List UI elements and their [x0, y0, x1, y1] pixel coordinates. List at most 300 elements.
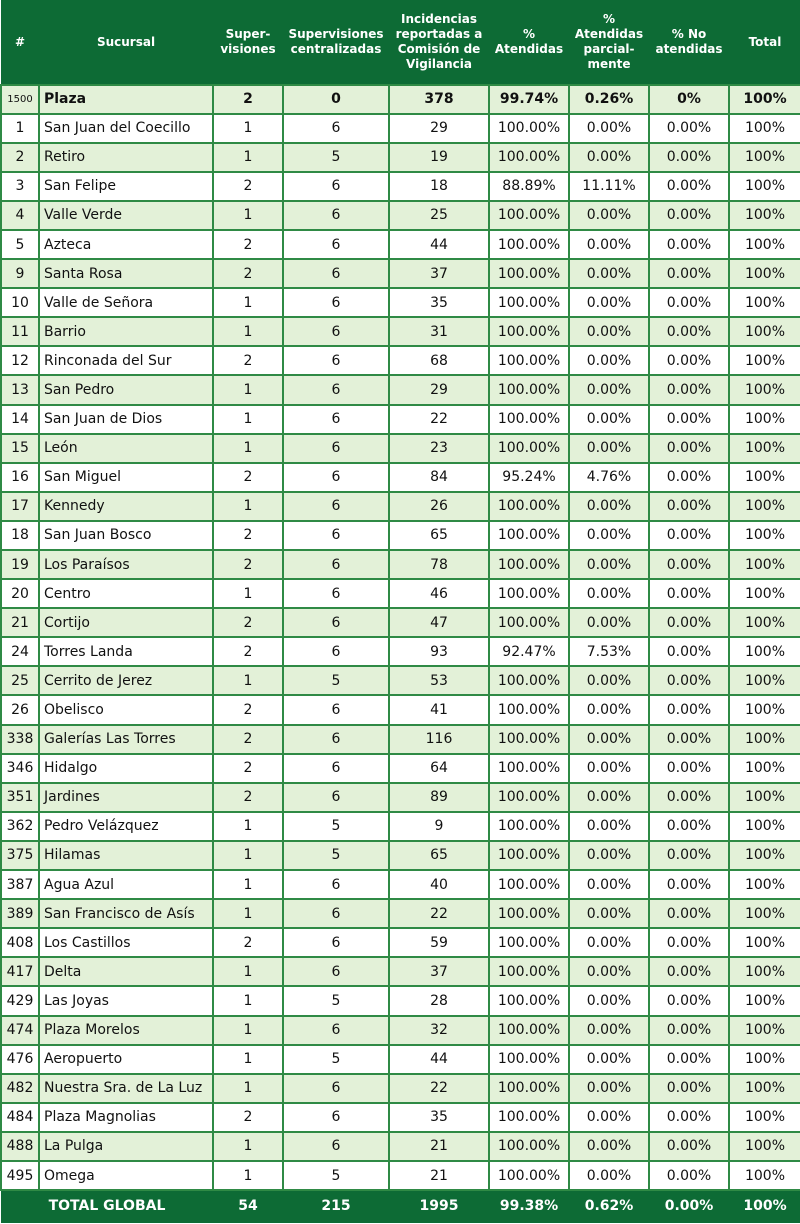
- cell-no-atendidas: 0.00%: [649, 1074, 729, 1103]
- table-row: [1, 288, 800, 317]
- table-row: [1, 521, 800, 550]
- cell-number: 15: [1, 434, 39, 463]
- cell-total: 100%: [729, 1074, 800, 1103]
- cell-supervisiones: 1: [213, 317, 283, 346]
- cell-sucursal: Obelisco: [39, 695, 213, 724]
- cell-supervisiones: 1: [213, 201, 283, 230]
- plaza-atendidas: 99.74%: [489, 85, 569, 114]
- cell-total: 100%: [729, 608, 800, 637]
- cell-no-atendidas: 0.00%: [649, 1045, 729, 1074]
- cell-supervisiones: 2: [213, 550, 283, 579]
- cell-sucursal: Azteca: [39, 230, 213, 259]
- cell-incidencias: 23: [389, 434, 489, 463]
- cell-parcial: 0.00%: [569, 928, 649, 957]
- cell-sucursal: Retiro: [39, 143, 213, 172]
- table-row: [1, 841, 800, 870]
- cell-sucursal: Santa Rosa: [39, 259, 213, 288]
- cell-number: 387: [1, 870, 39, 899]
- cell-sucursal: San Francisco de Asís: [39, 899, 213, 928]
- cell-supervisiones: 2: [213, 783, 283, 812]
- cell-supervisiones: 2: [213, 608, 283, 637]
- table-row: [1, 1103, 800, 1132]
- cell-no-atendidas: 0.00%: [649, 1103, 729, 1132]
- cell-atendidas: 100.00%: [489, 1016, 569, 1045]
- cell-total: 100%: [729, 1132, 800, 1161]
- cell-total: 100%: [729, 114, 800, 143]
- cell-centralizadas: 6: [283, 957, 389, 986]
- cell-no-atendidas: 0.00%: [649, 230, 729, 259]
- cell-atendidas: 100.00%: [489, 783, 569, 812]
- cell-incidencias: 64: [389, 754, 489, 783]
- cell-atendidas: 100.00%: [489, 317, 569, 346]
- cell-incidencias: 35: [389, 288, 489, 317]
- cell-no-atendidas: 0.00%: [649, 695, 729, 724]
- cell-supervisiones: 1: [213, 375, 283, 404]
- cell-total: 100%: [729, 986, 800, 1015]
- table-row: [1, 259, 800, 288]
- cell-total: 100%: [729, 434, 800, 463]
- cell-atendidas: 100.00%: [489, 434, 569, 463]
- cell-total: 100%: [729, 1016, 800, 1045]
- cell-total: 100%: [729, 725, 800, 754]
- cell-centralizadas: 6: [283, 375, 389, 404]
- cell-centralizadas: 5: [283, 143, 389, 172]
- cell-total: 100%: [729, 579, 800, 608]
- header-row: [1, 1, 800, 85]
- cell-centralizadas: 6: [283, 725, 389, 754]
- cell-total: 100%: [729, 899, 800, 928]
- cell-atendidas: 100.00%: [489, 288, 569, 317]
- cell-centralizadas: 6: [283, 230, 389, 259]
- cell-supervisiones: 2: [213, 259, 283, 288]
- table-row: [1, 172, 800, 201]
- cell-incidencias: 21: [389, 1132, 489, 1161]
- cell-supervisiones: 1: [213, 957, 283, 986]
- cell-incidencias: 65: [389, 841, 489, 870]
- table-row: [1, 957, 800, 986]
- cell-sucursal: Delta: [39, 957, 213, 986]
- cell-incidencias: 93: [389, 637, 489, 666]
- cell-atendidas: 100.00%: [489, 870, 569, 899]
- cell-incidencias: 29: [389, 375, 489, 404]
- cell-incidencias: 22: [389, 405, 489, 434]
- cell-supervisiones: 1: [213, 899, 283, 928]
- plaza-parcial: 0.26%: [569, 85, 649, 114]
- cell-number: 14: [1, 405, 39, 434]
- cell-sucursal: San Juan de Dios: [39, 405, 213, 434]
- cell-parcial: 0.00%: [569, 346, 649, 375]
- cell-total: 100%: [729, 666, 800, 695]
- cell-supervisiones: 1: [213, 870, 283, 899]
- cell-supervisiones: 2: [213, 1103, 283, 1132]
- header-sucursal: Sucursal: [39, 1, 213, 85]
- cell-total: 100%: [729, 521, 800, 550]
- cell-atendidas: 100.00%: [489, 812, 569, 841]
- cell-number: 488: [1, 1132, 39, 1161]
- cell-total: 100%: [729, 143, 800, 172]
- cell-no-atendidas: 0.00%: [649, 1161, 729, 1190]
- cell-supervisiones: 2: [213, 172, 283, 201]
- cell-atendidas: 100.00%: [489, 259, 569, 288]
- cell-number: 338: [1, 725, 39, 754]
- cell-number: 25: [1, 666, 39, 695]
- total-total: 100%: [729, 1190, 800, 1222]
- cell-atendidas: 100.00%: [489, 1074, 569, 1103]
- cell-incidencias: 44: [389, 1045, 489, 1074]
- cell-atendidas: 100.00%: [489, 957, 569, 986]
- cell-centralizadas: 5: [283, 986, 389, 1015]
- table-row: [1, 812, 800, 841]
- cell-supervisiones: 1: [213, 143, 283, 172]
- table-row: [1, 637, 800, 666]
- cell-no-atendidas: 0.00%: [649, 143, 729, 172]
- cell-total: 100%: [729, 492, 800, 521]
- cell-atendidas: 100.00%: [489, 1103, 569, 1132]
- cell-supervisiones: 1: [213, 986, 283, 1015]
- plaza-incidencias: 378: [389, 85, 489, 114]
- cell-sucursal: Barrio: [39, 317, 213, 346]
- cell-total: 100%: [729, 1103, 800, 1132]
- cell-parcial: 0.00%: [569, 608, 649, 637]
- cell-no-atendidas: 0.00%: [649, 608, 729, 637]
- cell-number: 12: [1, 346, 39, 375]
- cell-supervisiones: 2: [213, 230, 283, 259]
- cell-parcial: 0.00%: [569, 754, 649, 783]
- total-atendidas: 99.38%: [489, 1190, 569, 1222]
- table-row: [1, 434, 800, 463]
- cell-no-atendidas: 0.00%: [649, 492, 729, 521]
- header-supervisiones-centralizadas: Supervisiones centralizadas: [283, 1, 389, 85]
- cell-supervisiones: 2: [213, 463, 283, 492]
- cell-number: 20: [1, 579, 39, 608]
- cell-centralizadas: 6: [283, 346, 389, 375]
- cell-parcial: 0.00%: [569, 114, 649, 143]
- header-total: Total: [729, 1, 800, 85]
- cell-parcial: 0.00%: [569, 1103, 649, 1132]
- cell-centralizadas: 5: [283, 1161, 389, 1190]
- table-body: [1, 85, 800, 1191]
- cell-atendidas: 88.89%: [489, 172, 569, 201]
- cell-supervisiones: 2: [213, 521, 283, 550]
- cell-incidencias: 29: [389, 114, 489, 143]
- cell-parcial: 0.00%: [569, 870, 649, 899]
- cell-sucursal: San Felipe: [39, 172, 213, 201]
- cell-centralizadas: 6: [283, 579, 389, 608]
- cell-atendidas: 100.00%: [489, 1161, 569, 1190]
- cell-centralizadas: 6: [283, 463, 389, 492]
- cell-total: 100%: [729, 201, 800, 230]
- cell-parcial: 0.00%: [569, 1161, 649, 1190]
- cell-parcial: 0.00%: [569, 899, 649, 928]
- cell-number: 5: [1, 230, 39, 259]
- cell-incidencias: 31: [389, 317, 489, 346]
- cell-parcial: 0.00%: [569, 521, 649, 550]
- cell-atendidas: 92.47%: [489, 637, 569, 666]
- cell-parcial: 4.76%: [569, 463, 649, 492]
- total-centralizadas: 215: [283, 1190, 389, 1222]
- cell-centralizadas: 6: [283, 288, 389, 317]
- cell-sucursal: Los Paraísos: [39, 550, 213, 579]
- cell-parcial: 0.00%: [569, 812, 649, 841]
- cell-sucursal: San Pedro: [39, 375, 213, 404]
- cell-incidencias: 28: [389, 986, 489, 1015]
- table-row: [1, 666, 800, 695]
- cell-incidencias: 47: [389, 608, 489, 637]
- cell-supervisiones: 1: [213, 841, 283, 870]
- cell-number: 26: [1, 695, 39, 724]
- cell-sucursal: Las Joyas: [39, 986, 213, 1015]
- cell-incidencias: 35: [389, 1103, 489, 1132]
- cell-no-atendidas: 0.00%: [649, 899, 729, 928]
- cell-parcial: 11.11%: [569, 172, 649, 201]
- cell-atendidas: 100.00%: [489, 608, 569, 637]
- cell-centralizadas: 6: [283, 1016, 389, 1045]
- cell-total: 100%: [729, 346, 800, 375]
- cell-total: 100%: [729, 695, 800, 724]
- cell-no-atendidas: 0.00%: [649, 521, 729, 550]
- cell-number: 21: [1, 608, 39, 637]
- cell-total: 100%: [729, 550, 800, 579]
- cell-parcial: 0.00%: [569, 841, 649, 870]
- table-row: [1, 375, 800, 404]
- cell-atendidas: 100.00%: [489, 521, 569, 550]
- table-row: [1, 695, 800, 724]
- table-row: [1, 201, 800, 230]
- cell-sucursal: Los Castillos: [39, 928, 213, 957]
- cell-atendidas: 100.00%: [489, 230, 569, 259]
- cell-total: 100%: [729, 637, 800, 666]
- cell-total: 100%: [729, 288, 800, 317]
- cell-no-atendidas: 0.00%: [649, 259, 729, 288]
- cell-atendidas: 100.00%: [489, 405, 569, 434]
- cell-sucursal: Pedro Velázquez: [39, 812, 213, 841]
- cell-supervisiones: 2: [213, 346, 283, 375]
- cell-no-atendidas: 0.00%: [649, 375, 729, 404]
- cell-centralizadas: 6: [283, 754, 389, 783]
- cell-supervisiones: 1: [213, 666, 283, 695]
- cell-incidencias: 19: [389, 143, 489, 172]
- cell-sucursal: Rinconada del Sur: [39, 346, 213, 375]
- cell-number: 429: [1, 986, 39, 1015]
- cell-number: 484: [1, 1103, 39, 1132]
- total-no-atendidas: 0.00%: [649, 1190, 729, 1222]
- cell-sucursal: San Miguel: [39, 463, 213, 492]
- cell-number: 375: [1, 841, 39, 870]
- cell-supervisiones: 2: [213, 754, 283, 783]
- table-row: [1, 317, 800, 346]
- plaza-total: 100%: [729, 85, 800, 114]
- table-row: [1, 1045, 800, 1074]
- table-row: [1, 899, 800, 928]
- cell-number: 362: [1, 812, 39, 841]
- plaza-no-atendidas: 0%: [649, 85, 729, 114]
- cell-total: 100%: [729, 317, 800, 346]
- header-atendidas-parcialmente: % Atendidas parcial-mente: [569, 1, 649, 85]
- cell-centralizadas: 6: [283, 521, 389, 550]
- cell-centralizadas: 5: [283, 841, 389, 870]
- cell-sucursal: Galerías Las Torres: [39, 725, 213, 754]
- cell-parcial: 0.00%: [569, 143, 649, 172]
- cell-incidencias: 68: [389, 346, 489, 375]
- cell-atendidas: 100.00%: [489, 346, 569, 375]
- cell-parcial: 0.00%: [569, 288, 649, 317]
- cell-parcial: 0.00%: [569, 725, 649, 754]
- cell-number: 11: [1, 317, 39, 346]
- cell-total: 100%: [729, 812, 800, 841]
- cell-parcial: 0.00%: [569, 1016, 649, 1045]
- cell-parcial: 0.00%: [569, 1132, 649, 1161]
- cell-no-atendidas: 0.00%: [649, 783, 729, 812]
- cell-centralizadas: 6: [283, 870, 389, 899]
- cell-no-atendidas: 0.00%: [649, 986, 729, 1015]
- cell-no-atendidas: 0.00%: [649, 579, 729, 608]
- cell-sucursal: Kennedy: [39, 492, 213, 521]
- cell-number: 476: [1, 1045, 39, 1074]
- cell-parcial: 0.00%: [569, 201, 649, 230]
- cell-incidencias: 37: [389, 259, 489, 288]
- cell-number: 10: [1, 288, 39, 317]
- cell-number: 4: [1, 201, 39, 230]
- cell-atendidas: 100.00%: [489, 143, 569, 172]
- cell-centralizadas: 5: [283, 812, 389, 841]
- total-label: TOTAL GLOBAL: [1, 1190, 213, 1222]
- cell-parcial: 0.00%: [569, 1045, 649, 1074]
- cell-no-atendidas: 0.00%: [649, 1132, 729, 1161]
- cell-number: 9: [1, 259, 39, 288]
- cell-incidencias: 32: [389, 1016, 489, 1045]
- table-row: [1, 928, 800, 957]
- cell-centralizadas: 6: [283, 259, 389, 288]
- cell-incidencias: 26: [389, 492, 489, 521]
- cell-no-atendidas: 0.00%: [649, 463, 729, 492]
- header-no-atendidas: % No atendidas: [649, 1, 729, 85]
- cell-no-atendidas: 0.00%: [649, 841, 729, 870]
- cell-centralizadas: 6: [283, 201, 389, 230]
- table-row: [1, 1074, 800, 1103]
- table-row: [1, 143, 800, 172]
- table-row: [1, 1016, 800, 1045]
- cell-centralizadas: 6: [283, 1103, 389, 1132]
- cell-sucursal: Omega: [39, 1161, 213, 1190]
- cell-incidencias: 18: [389, 172, 489, 201]
- cell-total: 100%: [729, 1045, 800, 1074]
- cell-incidencias: 59: [389, 928, 489, 957]
- cell-no-atendidas: 0.00%: [649, 666, 729, 695]
- cell-incidencias: 84: [389, 463, 489, 492]
- cell-centralizadas: 6: [283, 1074, 389, 1103]
- cell-sucursal: Plaza Morelos: [39, 1016, 213, 1045]
- cell-incidencias: 9: [389, 812, 489, 841]
- cell-parcial: 0.00%: [569, 405, 649, 434]
- total-row: [1, 1190, 800, 1222]
- cell-centralizadas: 6: [283, 928, 389, 957]
- cell-supervisiones: 2: [213, 695, 283, 724]
- header-atendidas: % Atendidas: [489, 1, 569, 85]
- cell-total: 100%: [729, 172, 800, 201]
- cell-number: 1: [1, 114, 39, 143]
- cell-supervisiones: 1: [213, 114, 283, 143]
- cell-no-atendidas: 0.00%: [649, 928, 729, 957]
- cell-supervisiones: 1: [213, 492, 283, 521]
- cell-no-atendidas: 0.00%: [649, 725, 729, 754]
- cell-incidencias: 41: [389, 695, 489, 724]
- cell-incidencias: 21: [389, 1161, 489, 1190]
- cell-no-atendidas: 0.00%: [649, 172, 729, 201]
- table-row: [1, 608, 800, 637]
- cell-sucursal: Plaza Magnolias: [39, 1103, 213, 1132]
- table-row: [1, 1132, 800, 1161]
- cell-parcial: 0.00%: [569, 666, 649, 695]
- cell-no-atendidas: 0.00%: [649, 957, 729, 986]
- table-row: [1, 550, 800, 579]
- cell-no-atendidas: 0.00%: [649, 346, 729, 375]
- table-row: [1, 870, 800, 899]
- cell-centralizadas: 6: [283, 608, 389, 637]
- cell-centralizadas: 6: [283, 434, 389, 463]
- total-parcial: 0.62%: [569, 1190, 649, 1222]
- cell-supervisiones: 1: [213, 1045, 283, 1074]
- cell-incidencias: 78: [389, 550, 489, 579]
- cell-sucursal: León: [39, 434, 213, 463]
- table-row: [1, 1161, 800, 1190]
- cell-number: 19: [1, 550, 39, 579]
- cell-no-atendidas: 0.00%: [649, 114, 729, 143]
- cell-supervisiones: 1: [213, 1074, 283, 1103]
- cell-atendidas: 100.00%: [489, 1132, 569, 1161]
- cell-sucursal: Valle Verde: [39, 201, 213, 230]
- cell-incidencias: 116: [389, 725, 489, 754]
- cell-number: 408: [1, 928, 39, 957]
- plaza-centralizadas: 0: [283, 85, 389, 114]
- cell-atendidas: 100.00%: [489, 986, 569, 1015]
- cell-atendidas: 100.00%: [489, 1045, 569, 1074]
- cell-no-atendidas: 0.00%: [649, 812, 729, 841]
- cell-centralizadas: 6: [283, 783, 389, 812]
- cell-sucursal: Agua Azul: [39, 870, 213, 899]
- cell-parcial: 0.00%: [569, 986, 649, 1015]
- cell-parcial: 0.00%: [569, 230, 649, 259]
- cell-centralizadas: 6: [283, 1132, 389, 1161]
- cell-parcial: 7.53%: [569, 637, 649, 666]
- cell-number: 351: [1, 783, 39, 812]
- cell-parcial: 0.00%: [569, 783, 649, 812]
- cell-number: 417: [1, 957, 39, 986]
- cell-total: 100%: [729, 375, 800, 404]
- table-row: [1, 754, 800, 783]
- cell-atendidas: 100.00%: [489, 579, 569, 608]
- table-row: [1, 579, 800, 608]
- cell-number: 474: [1, 1016, 39, 1045]
- plaza-supervisiones: 2: [213, 85, 283, 114]
- cell-no-atendidas: 0.00%: [649, 637, 729, 666]
- cell-centralizadas: 6: [283, 172, 389, 201]
- cell-number: 17: [1, 492, 39, 521]
- cell-sucursal: Nuestra Sra. de La Luz: [39, 1074, 213, 1103]
- cell-centralizadas: 6: [283, 405, 389, 434]
- cell-number: 495: [1, 1161, 39, 1190]
- cell-number: 389: [1, 899, 39, 928]
- cell-atendidas: 100.00%: [489, 550, 569, 579]
- cell-centralizadas: 5: [283, 1045, 389, 1074]
- cell-no-atendidas: 0.00%: [649, 288, 729, 317]
- cell-total: 100%: [729, 463, 800, 492]
- cell-supervisiones: 2: [213, 637, 283, 666]
- cell-supervisiones: 1: [213, 405, 283, 434]
- total-supervisiones: 54: [213, 1190, 283, 1222]
- cell-sucursal: La Pulga: [39, 1132, 213, 1161]
- table-row: [1, 725, 800, 754]
- cell-supervisiones: 1: [213, 1161, 283, 1190]
